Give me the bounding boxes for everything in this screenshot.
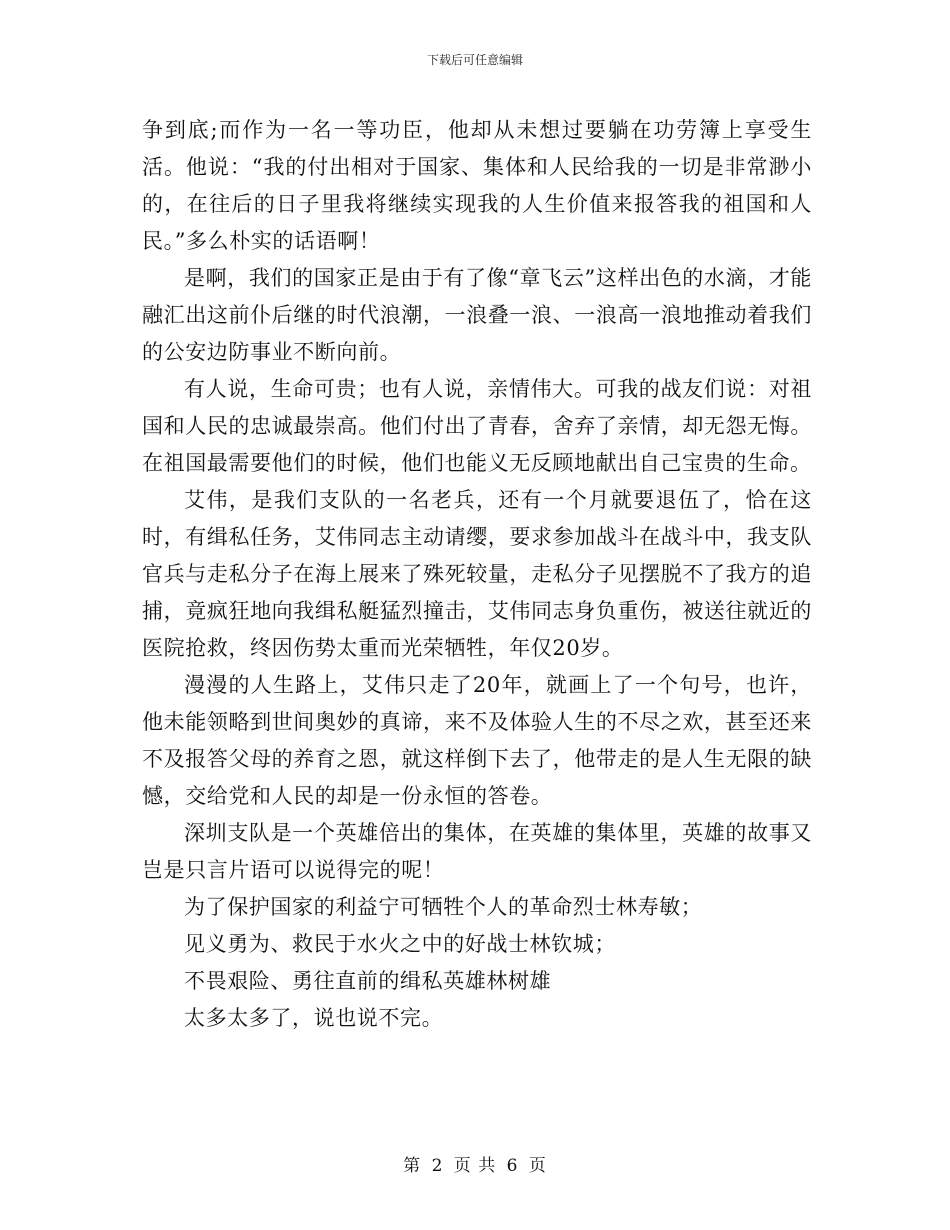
paragraph-2: 是啊，我们的国家正是由于有了像“章飞云”这样出色的水滴，才能融汇出这前仆后继的时代浪潮，一浪叠一浪、一浪高一浪地推动着我们的公安边防事业不断向前。: [142, 266, 812, 364]
paragraph-9: 不畏艰险、勇往直前的缉私英雄林树雄: [184, 969, 552, 993]
paragraph-3: 有人说，生命可贵；也有人说，亲情伟大。可我的战友们说：对祖国和人民的忠诚最崇高。他们付出了青春，舍弃了亲情，却无怨无悔。在祖国最需要他们的时候，他们也能义无反顾地献出自己宝贵的生命。: [142, 377, 812, 475]
footer-middle: 页 共: [453, 1156, 497, 1176]
paragraph-6: 深圳支队是一个英雄倍出的集体，在英雄的集体里，英雄的故事又岂是只言片语可以说得完的呢！: [142, 821, 812, 882]
paragraph-4: 艾伟，是我们支队的一名老兵，还有一个月就要退伍了，恰在这时，有缉私任务，艾伟同志主动请缨，要求参加战斗在战斗中，我支队官兵与走私分子在海上展来了殊死较量，走私分子见摆脱不了我方的追捕，竟疯狂地向我缉私艇猛烈撞击，艾伟同志身负重伤，被送往就近的医院抢救，终因伤势太重而光荣牺牲，年仅20岁。: [142, 488, 812, 660]
paragraph-1: 争到底;而作为一名一等功臣，他却从未想过要躺在功劳簿上享受生活。他说：“我的付出相对于国家、集体和人民给我的一切是非常渺小的，在往后的日子里我将继续实现我的人生价值来报答我的祖国和人民。”多么朴实的话语啊！: [142, 118, 812, 253]
paragraph-7: 为了保护国家的利益宁可牺牲个人的革命烈士林寿敏；: [184, 895, 703, 919]
footer-total-pages: 6: [506, 1156, 519, 1176]
footer-suffix: 页: [528, 1156, 547, 1176]
footer-current-page: 2: [431, 1156, 444, 1176]
paragraph-10: 太多太多了，说也说不完。: [184, 1006, 444, 1030]
paragraph-8: 见义勇为、救民于水火之中的好战士林钦城；: [184, 932, 616, 956]
page-footer: [0, 1156, 950, 1176]
document-body: [142, 112, 812, 1037]
paragraph-5: 漫漫的人生路上，艾伟只走了20年，就画上了一个句号，也许，他未能领略到世间奥妙的真谛，来不及体验人生的不尽之欢，甚至还来不及报答父母的养育之恩，就这样倒下去了，他带走的是人生无限的缺憾，交给党和人民的却是一份永恒的答卷。: [142, 673, 812, 808]
page-header-note: 下载后可任意编辑: [426, 53, 523, 67]
footer-prefix: 第: [403, 1156, 422, 1176]
